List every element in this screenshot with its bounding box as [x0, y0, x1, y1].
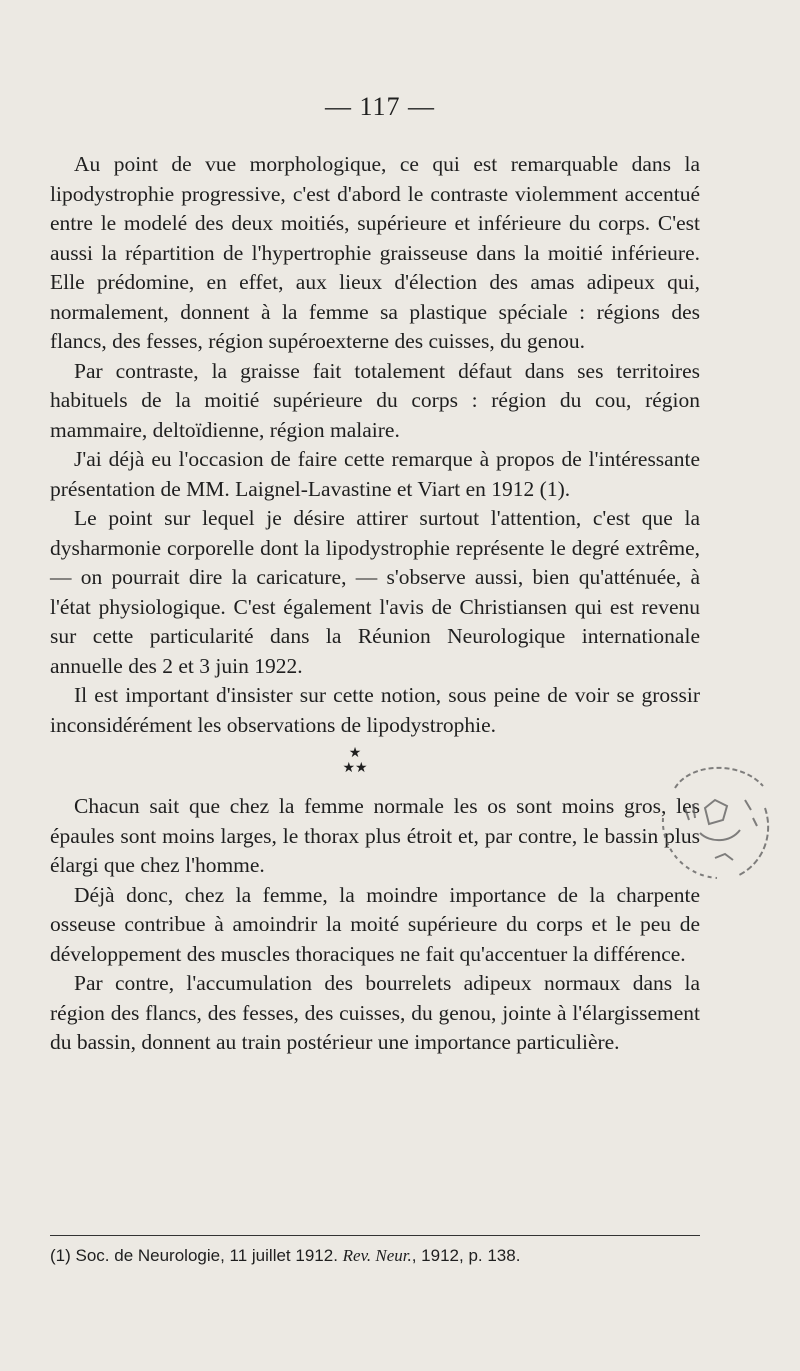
asterism-top: ★: [348, 746, 362, 761]
paragraph: Par contre, l'accumulation des bourrelets adipeux normaux dans la région des flancs, des fesses, des cuisses, du genou, jointe à l'élargissement du bassin, donnent au train postérieur une importance particulière.: [50, 971, 700, 1054]
footnote-suffix: , 1912, p. 138.: [411, 1246, 521, 1265]
footnote-prefix: (1) Soc. de Neurologie, 11 juillet 1912.: [50, 1246, 343, 1265]
paragraph: Au point de vue morphologique, ce qui est remarquable dans la lipodystrophie progressive, c'est d'abord le contraste violemment accentué entre le modelé des deux moitiés, supérieure et inférieure du corps. C'est aussi la répartition de l'hypertrophie graisseuse dans la moitié inférieure. Elle prédomine, en effet, aux lieux d'élection des amas adipeux qui, normalement, donnent à la femme sa plastique spéciale : régions des flancs, des fesses, région supéroexterne des cuisses, du genou.: [50, 152, 700, 353]
footnote-divider: [50, 1235, 700, 1236]
footnote: [50, 1245, 730, 1267]
section-separator: [50, 746, 700, 776]
paragraph: Il est important d'insister sur cette notion, sous peine de voir se grossir inconsidérément les observations de lipodystrophie.: [50, 683, 700, 737]
paragraph: Le point sur lequel je désire attirer surtout l'attention, c'est que la dysharmonie corporelle dont la lipodystrophie représente le degré extrême, — on pourrait dire la caricature, — s'observe aussi, bien qu'atténuée, à l'état physiologique. C'est également l'avis de Christiansen qui est revenu sur cette particularité dans la Réunion Neurologique internationale annuelle des 2 et 3 juin 1922.: [50, 506, 700, 678]
paragraph: J'ai déjà eu l'occasion de faire cette remarque à propos de l'intéressante présentation de MM. Laignel-Lavastine et Viart en 1912 (1).: [50, 447, 700, 501]
library-stamp-icon: [645, 748, 785, 888]
paragraph: Par contraste, la graisse fait totalement défaut dans ses territoires habituels de la moitié supérieure du corps : région du cou, région mammaire, deltoïdienne, région malaire.: [50, 358, 700, 442]
footnote-journal: Rev. Neur.: [342, 1246, 412, 1265]
page-number: — 117 —: [324, 92, 436, 121]
body-text: [50, 150, 700, 1058]
asterism-bottom: ★★: [342, 761, 368, 776]
paragraph: Déjà donc, chez la femme, la moindre importance de la charpente osseuse contribue à amoindrir la moité supérieure du corps et le peu de développement des muscles thoraciques ne fait qu'accentuer la différence.: [50, 882, 700, 966]
paragraph: Chacun sait que chez la femme normale les os sont moins gros, les épaules sont moins larges, le thorax plus étroit et, par contre, le bassin plus élargi que chez l'homme.: [50, 794, 700, 877]
